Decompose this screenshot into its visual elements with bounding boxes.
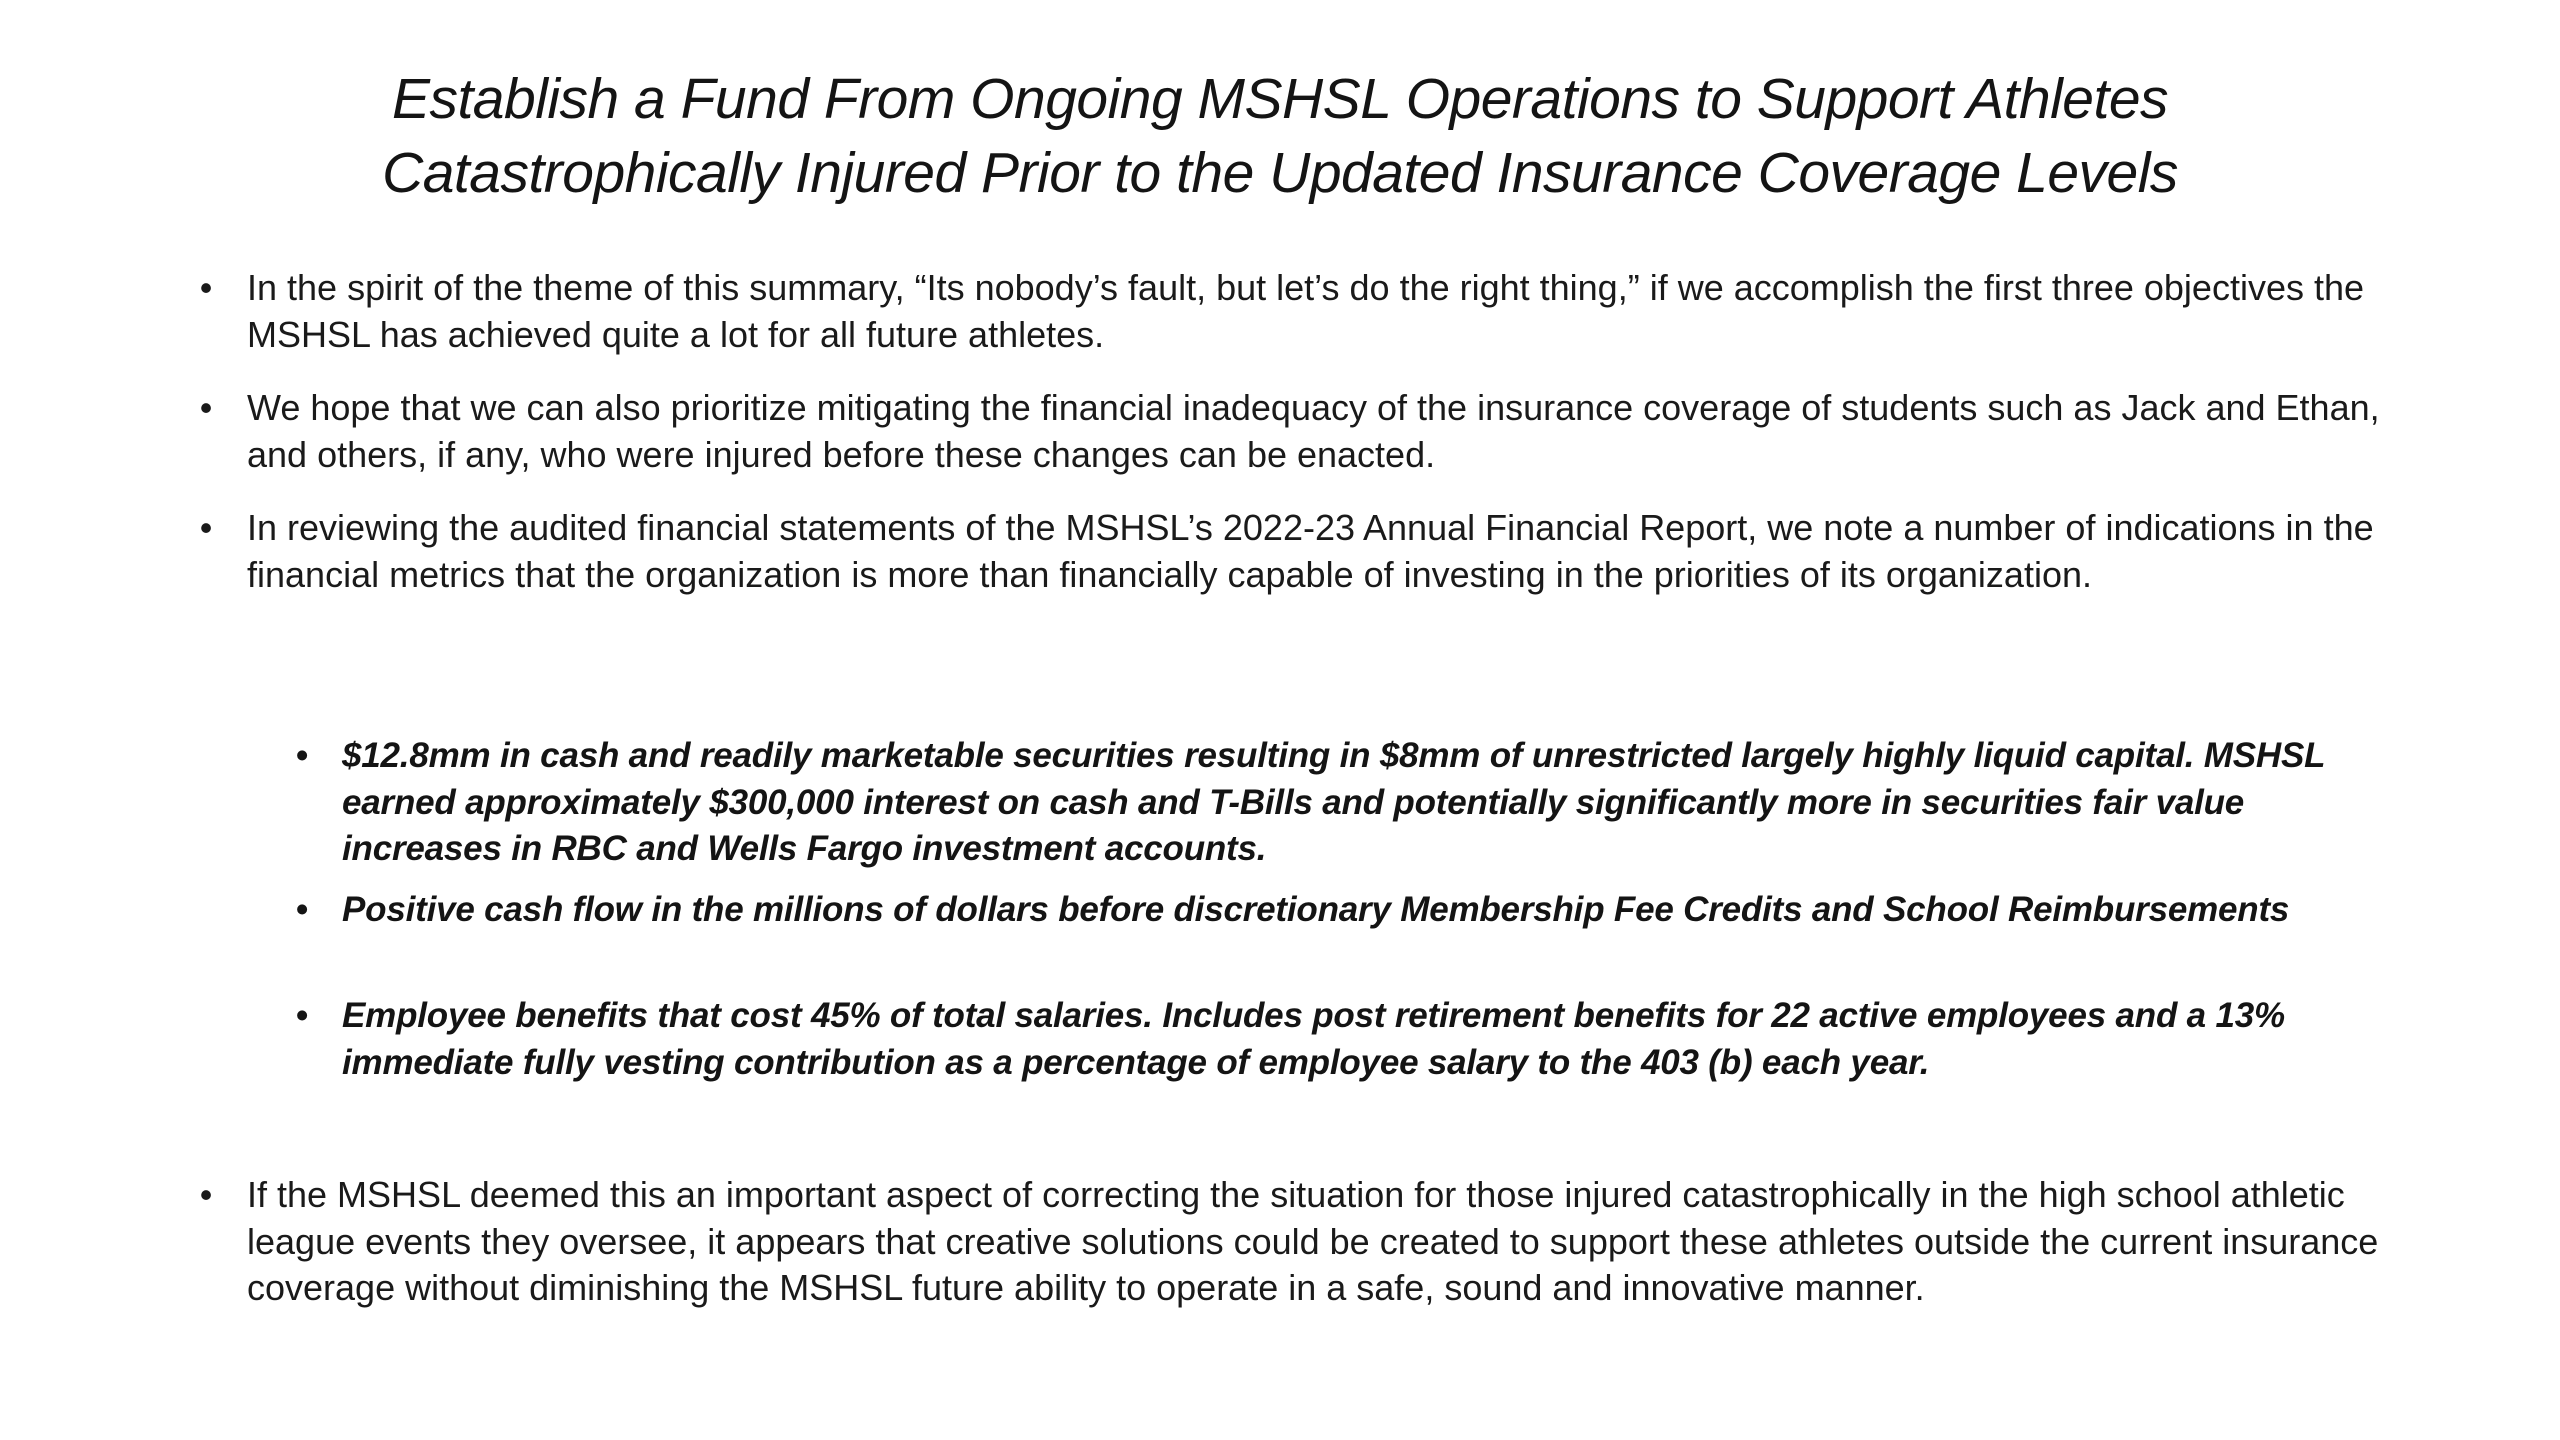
bullet-item [195,1172,2395,1312]
bullet-text: If the MSHSL deemed this an important aspect of correcting the situation for those injured catastrophically in the high school athletic league events they oversee, it appears that creative solutions could be created to support these athletes outside the current insurance coverage without diminishing the MSHSL future ability to operate in a safe, sound and innovative manner. [247,1174,2379,1308]
bullet-dot-icon: • [199,1174,213,1215]
bullet-list [195,265,2395,358]
sub-bullet-item [292,887,2402,934]
sub-bullet-list [292,733,2402,873]
title-line-1: Establish a Fund From Ongoing MSHSL Operations to Support Athletes [391,67,2169,131]
bullet-item [195,385,2395,478]
sub-bullet-list [292,993,2402,1086]
sub-bullet-text: Positive cash flow in the millions of dollars before discretionary Membership Fee Credits and School Reimbursements [342,890,2290,929]
sub-bullet-text: $12.8mm in cash and readily marketable securities resulting in $8mm of unrestricted largely highly liquid capital. MSHSL earned approximately $300,000 interest on cash and T-Bills and potentially significantly more in securities fair value increases in RBC and Wells Fargo investment accounts. [342,736,2325,868]
sub-bullet-text: Employee benefits that cost 45% of total salaries. Includes post retirement benefits for 22 active employees and a 13% immediate fully vesting contribution as a percentage of employee salary to the 403 (b) each year. [342,996,2285,1082]
sub-bullet-item [292,993,2402,1086]
sub-bullet-dot-icon: • [295,890,309,929]
bullet-dot-icon: • [199,507,213,548]
sub-bullet-list [292,887,2402,934]
bullet-item [195,505,2395,598]
bullet-dot-icon: • [199,387,213,428]
sub-bullet-dot-icon: • [295,996,309,1035]
bullet-text: In the spirit of the theme of this summary, “Its nobody’s fault, but let’s do the right thing,” if we accomplish the first three objectives the MSHSL has achieved quite a lot for all future athletes. [247,267,2365,355]
bullet-dot-icon: • [199,267,213,308]
slide-title [200,62,2360,210]
sub-bullet-dot-icon: • [295,736,309,775]
bullet-list [195,1172,2395,1312]
bullet-text: We hope that we can also prioritize mitigating the financial inadequacy of the insurance coverage of students such as Jack and Ethan, and others, if any, who were injured before these changes can be enacted. [247,387,2380,475]
bullet-list [195,385,2395,478]
title-line-2: Catastrophically Injured Prior to the Updated Insurance Coverage Levels [382,141,2178,205]
bullet-item [195,265,2395,358]
sub-bullet-item [292,733,2402,873]
bullet-list [195,505,2395,598]
bullet-text: In reviewing the audited financial statements of the MSHSL’s 2022-23 Annual Financial Report, we note a number of indications in the financial metrics that the organization is more than financially capable of investing in the priorities of its organization. [247,507,2374,595]
